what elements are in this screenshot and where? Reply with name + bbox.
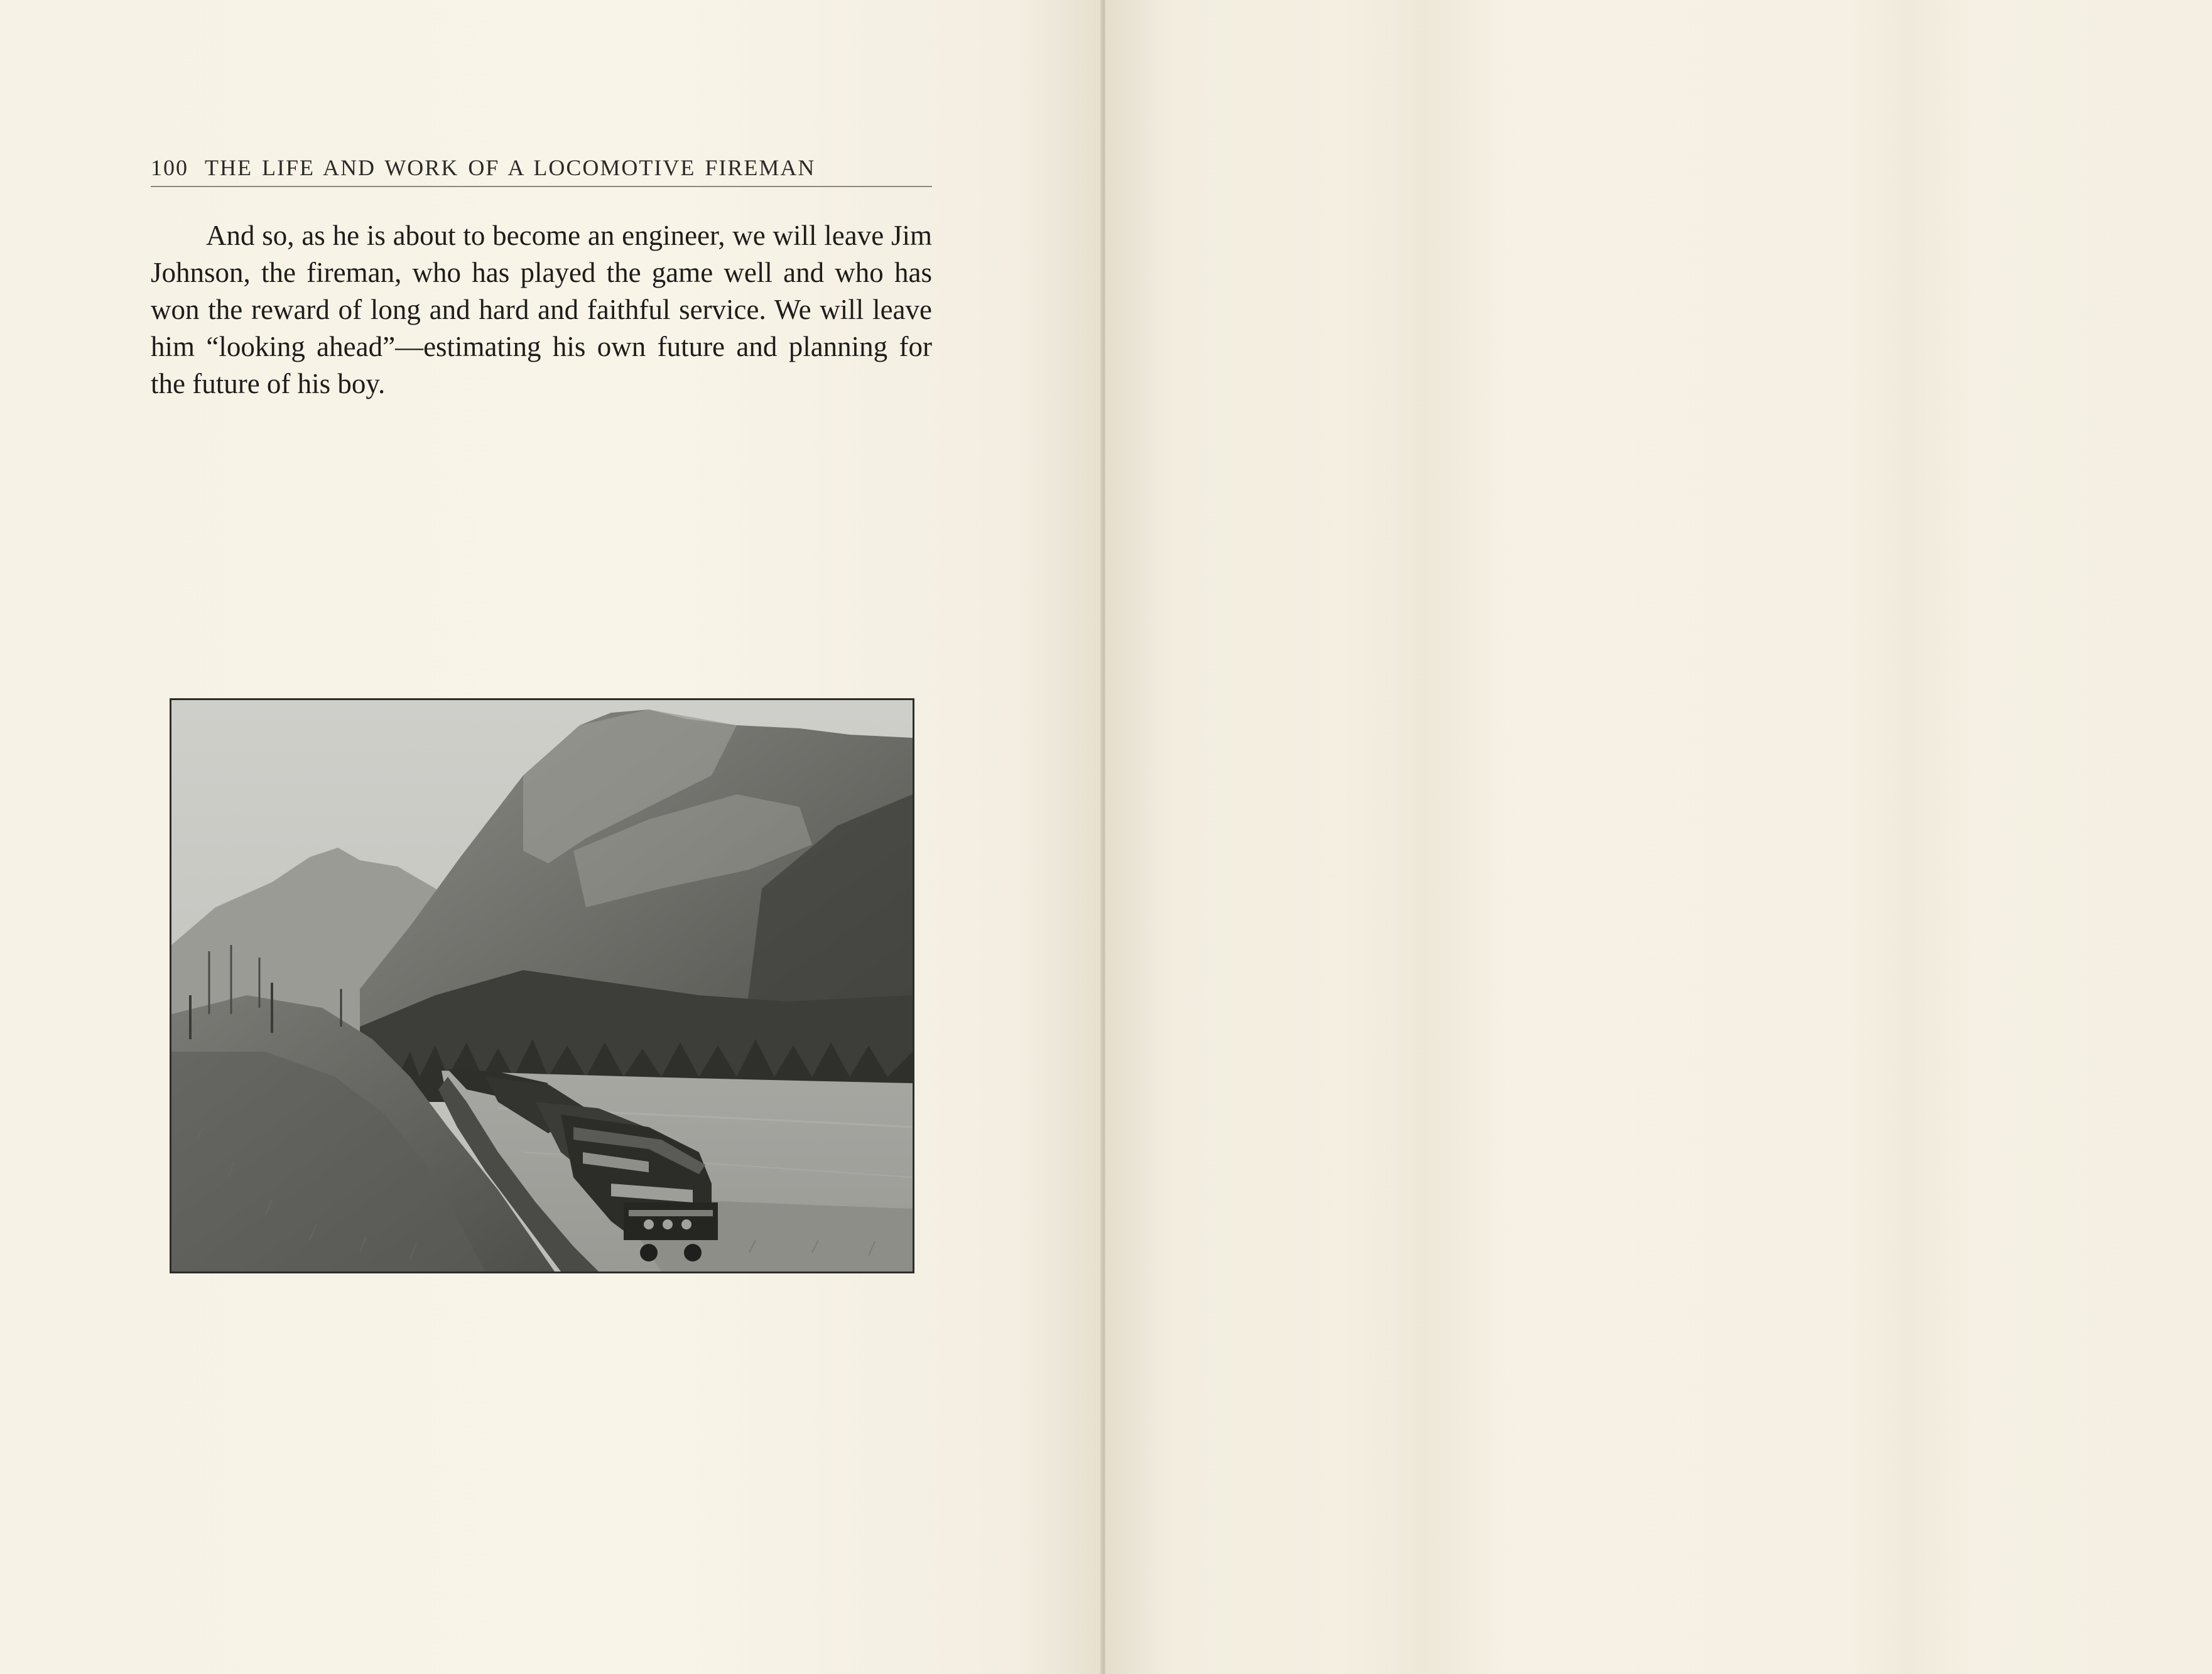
running-head bbox=[151, 154, 932, 181]
header-rule bbox=[151, 186, 932, 187]
page-number: 100 bbox=[151, 155, 188, 180]
paper-shading bbox=[1344, 0, 1507, 1674]
photo-illustration bbox=[171, 700, 913, 1272]
right-page-blank bbox=[1105, 0, 2212, 1674]
running-head-title: THE LIFE AND WORK OF A LOCOMOTIVE FIREMAN bbox=[205, 155, 816, 180]
body-paragraph: And so, as he is about to become an engineer, we will leave Jim Johnson, the fireman, who has played the game well and who has won the reward of long and hard and faithful service. We will leave him “looking ahead”—estimating his own future and planning for the future of his boy. bbox=[151, 220, 932, 399]
left-page bbox=[0, 0, 1103, 1674]
train-photograph bbox=[170, 698, 914, 1273]
paper-shading bbox=[1846, 0, 1972, 1674]
